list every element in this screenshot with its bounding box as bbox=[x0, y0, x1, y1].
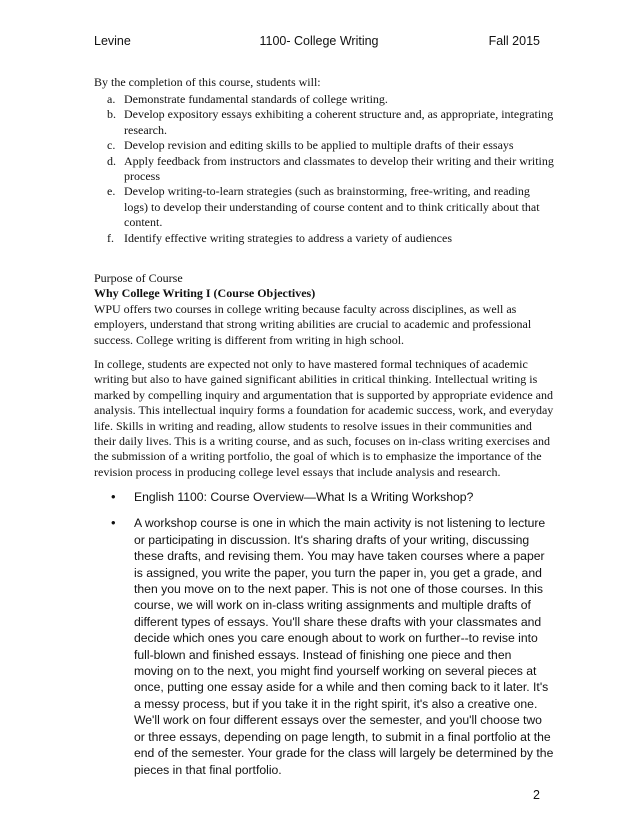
list-item bbox=[94, 92, 554, 107]
objectives-paragraph-2: In college, students are expected not only to have mastered formal techniques of academic writing but also to have gained significant abilities in critical thinking. Intellectual writing is marked by compelling inquiry and argumentation that is supported by appropriate evidence and analysis. This intellectual inquiry forms a foundation for academic success, work, and everyday life. Skills in writing and reading, allow students to resolve issues in their communities and their daily lives. This is a writing course, and as such, focuses on in-class writing exercises and the submission of a writing portfolio, the goal of which is to emphasize the importance of the revision process in producing college level essays that include analysis and research. bbox=[94, 357, 554, 479]
list-marker: c. bbox=[107, 138, 116, 153]
list-marker: b. bbox=[107, 107, 116, 122]
list-item bbox=[94, 489, 554, 505]
list-marker: f. bbox=[107, 230, 114, 245]
outcomes-list bbox=[94, 92, 554, 246]
list-marker: d. bbox=[107, 153, 116, 168]
list-item bbox=[94, 154, 554, 185]
outcomes-intro: By the completion of this course, students will: bbox=[94, 75, 321, 89]
list-marker: e. bbox=[107, 184, 116, 199]
list-item-text: Demonstrate fundamental standards of college writing. bbox=[124, 92, 388, 106]
list-item bbox=[94, 184, 554, 230]
list-item-text: English 1100: Course Overview—What Is a Writing Workshop? bbox=[134, 490, 474, 504]
list-item bbox=[94, 515, 554, 778]
list-item-text: Develop revision and editing skills to be applied to multiple drafts of their essays bbox=[124, 138, 514, 153]
purpose-heading: Purpose of Course bbox=[94, 271, 183, 285]
list-item-text: Identify effective writing strategies to address a variety of audiences bbox=[124, 230, 452, 245]
list-item-text: A workshop course is one in which the main activity is not listening to lecture or participating in discussion. It's sharing drafts of your writing, discussing these drafts, and revising them. You may have taken courses where a paper is assigned, you write the paper, you turn the paper in, you get a grade, and then you move on to the next paper. This is not one of those courses. In this course, we will work on in-class writing assignments and multiple drafts of different types of essays. You'll share these drafts with your classmates and decide which ones you care enough about to work on further--to revise into full-blown and finished essays. Instead of finishing one piece and then moving on to the next, you might find yourself working on several pieces at once, putting one essay aside for a while and then coming back to it later. It's a messy process, but if you take it in the right spirit, it's also a creative one. We'll work on four different essays over the semester, and you'll choose two or three essays, depending on page length, to submit in a final portfolio at the end of the semester. Your grade for the class will largely be determined by the pieces in that final portfolio. bbox=[134, 516, 554, 777]
bullet-icon: • bbox=[111, 515, 116, 531]
bullet-icon: • bbox=[111, 489, 116, 504]
list-item bbox=[94, 138, 554, 153]
list-item bbox=[94, 107, 554, 138]
list-item-text: Develop expository essays exhibiting a coherent structure and, as appropriate, integrating research. bbox=[124, 107, 554, 137]
objectives-paragraph-1: WPU offers two courses in college writing because faculty across disciplines, as well as employers, understand that strong writing abilities are crucial to academic and professional success. College writing is different from writing in high school. bbox=[94, 302, 532, 347]
workshop-bullet-list bbox=[94, 489, 554, 778]
course-objectives-heading: Why College Writing I (Course Objectives) bbox=[94, 286, 316, 300]
header-term: Fall 2015 bbox=[488, 34, 540, 48]
list-item-text: Develop writing-to-learn strategies (such as brainstorming, free-writing, and reading logs) to develop their understanding of course content and to think critically about that content. bbox=[124, 184, 540, 230]
page-number: 2 bbox=[533, 788, 540, 802]
list-item bbox=[94, 231, 554, 246]
list-marker: a. bbox=[107, 92, 116, 106]
list-item-text: Apply feedback from instructors and classmates to develop their writing and their writing process bbox=[124, 153, 554, 184]
header-author: Levine bbox=[94, 34, 131, 48]
header-course-title: 1100- College Writing bbox=[259, 34, 379, 48]
